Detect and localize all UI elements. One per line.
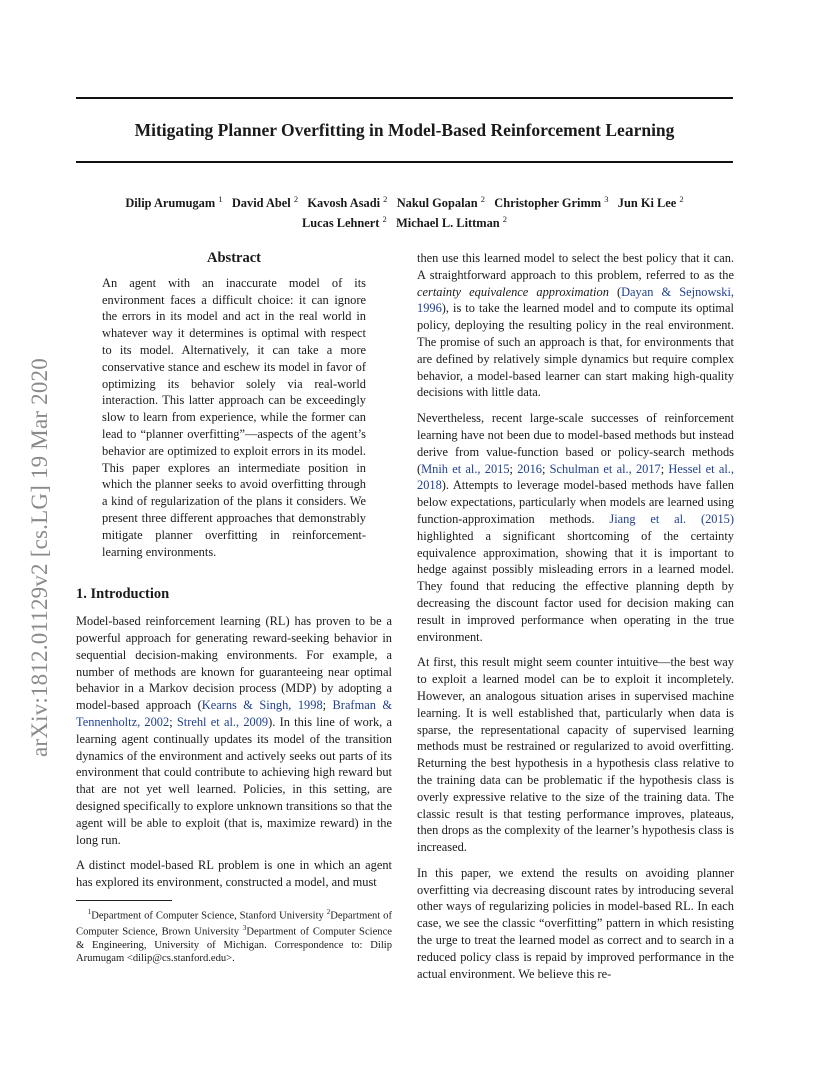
intro-paragraph: A distinct model-based RL problem is one in which an agent has explored its environment, constructed a model, and must — [76, 858, 392, 890]
author-name: David Abel — [231, 196, 291, 211]
body-paragraph: In this paper, we extend the results on avoiding planner overfitting via decreasing discount rates by introducing several other ways of regularizing policies in model-based RL. In each case, we see the classic “overfitting” pattern in which resisting the urge to treat the learned model as correct and to search in a reduced policy class is repaid by improved performance in the actual environment. We believe this re- — [417, 865, 734, 981]
author-line-1 — [76, 191, 733, 211]
intro-paragraph — [76, 613, 392, 848]
author-list — [76, 191, 733, 231]
abstract-heading: Abstract — [207, 250, 261, 266]
body-paragraph — [417, 250, 734, 401]
affiliation-mark: 2 — [382, 214, 387, 225]
affiliation-footnote — [76, 906, 392, 965]
affiliation-mark: 2 — [679, 194, 684, 204]
affiliation-mark: 2 — [326, 907, 331, 916]
body-text: ). In this line of work, a learning agent continually updates its model of the transition dynamics of the environment and actively seeks out parts of its environment that could contribute to achieving high reward but that are not yet well learned. Policies, in this setting, are designed specifically to explore unknown transitions so that the agent will be able to exploit (that is, maximize reward) in the long run. — [76, 714, 393, 847]
author-name: Jun Ki Lee — [617, 196, 677, 211]
author-name: Michael L. Littman — [396, 216, 500, 231]
footnote-rule — [76, 900, 172, 901]
citation-link[interactable]: Dayan & Sejnowski, 1996 — [417, 284, 734, 316]
title-bottom-rule — [76, 161, 733, 163]
abstract — [76, 275, 392, 561]
body-paragraph: At first, this result might seem counter intuitive—the best way to exploit a learned model can be to exploit it incompletely. However, an analogous situation arises in supervised machine learning. It is well established that, particularly when data is sparse, the representational capacity of supervised learning methods must be restrained or regularized to avoid overfitting. Returning the best hypothesis in a hypothesis class relative to the training data can be problematic if the hypothesis class is overly expressive relative to the size of the training data. The classic result is that testing performance improves, plateaus, then drops as the complexity of the learner’s hypothesis class is increased. — [417, 655, 734, 855]
affiliation-mark: 1 — [218, 194, 223, 204]
citation-link[interactable]: Kearns & Singh, 1998 — [201, 698, 323, 713]
left-column — [76, 250, 392, 965]
body-text: ), is to take the learned model and to compute its optimal policy, deploying the resulting policy in the real environment. The promise of such an approach is that, for environments that are defined by relatively simple dynamics but require complex behavior, a model-based learner can start making high-quality decisions with little data. — [417, 301, 734, 400]
title-top-rule — [76, 97, 733, 99]
author-name: Lucas Lehnert — [301, 216, 380, 231]
body-text: ; — [541, 461, 550, 476]
citation-link[interactable]: Schulman et al., 2017 — [549, 461, 661, 476]
citation-link[interactable]: Strehl et al., 2009 — [176, 714, 269, 729]
author-name: Kavosh Asadi — [307, 196, 381, 211]
body-text: Nevertheless, recent large-scale successes of reinforcement learning have not been due to model-based methods but instead derive from value-function based or policy-search methods ( — [417, 411, 734, 476]
affiliation-mark: 2 — [502, 214, 508, 225]
body-text: ; — [169, 714, 177, 729]
citation-link[interactable]: Hessel et al., 2018 — [417, 461, 734, 493]
citation-link[interactable]: Brafman & Tennenholtz, 2002 — [76, 698, 392, 729]
author-name: Nakul Gopalan — [396, 196, 478, 211]
citation-link[interactable]: Jiang et al. (2015) — [609, 511, 734, 526]
paper-title: Mitigating Planner Overfitting in Model-Based Reinforcement Learning — [134, 120, 675, 140]
body-text: then use this learned model to select the best policy that it can. A straightforward approach to this problem, referred to as the — [417, 251, 734, 282]
footnote-text: Department of Computer Science & Engineering, University of Michigan. Correspondence to: Dilip Arumugam <dilip@cs.stanford.edu>. — [76, 926, 392, 964]
affiliation-mark: 2 — [293, 194, 299, 204]
body-text: ; — [322, 698, 333, 713]
body-text: ( — [608, 284, 622, 299]
affiliation-mark: 2 — [480, 194, 485, 204]
affiliation-mark: 3 — [604, 194, 609, 204]
body-text: ; — [509, 461, 518, 476]
affiliation-mark: 3 — [242, 924, 247, 933]
body-text: highlighted a significant shortcoming of the certainty equivalence approximation, showing that it is important to hedge against possibly misleading errors in a learned model. They found that reducing the effective planning depth by decreasing the discount factor used for decision making can result in improved performance when operating in the true environment. — [417, 528, 734, 644]
body-text: ). Attempts to leverage model-based methods have fallen below expectations, particularly when models are learned using function-approximation methods. — [417, 478, 734, 526]
footnote-text: Department of Computer Science, Stanford University — [91, 910, 327, 922]
section-heading-introduction: 1. Introduction — [76, 586, 170, 603]
body-text: ; — [660, 461, 669, 476]
affiliation-mark: 2 — [383, 194, 388, 204]
right-column — [417, 250, 734, 991]
emphasis-text: certainty equivalence approximation — [417, 284, 609, 299]
arxiv-stamp: arXiv:1812.01129v2 [cs.LG] 19 Mar 2020 — [27, 358, 52, 757]
body-text: Model-based reinforcement learning (RL) has proven to be a powerful approach for generating reward-seeking behavior in sequential decision-making environments. For example, a number of methods are known for guaranteeing near optimal behavior in a Markov decision process (MDP) by adopting a model-based approach ( — [76, 614, 392, 713]
citation-link[interactable]: Mnih et al., 2015 — [421, 461, 510, 476]
affiliation-mark: 1 — [87, 907, 92, 916]
author-name: Christopher Grimm — [494, 196, 602, 211]
author-name: Dilip Arumugam — [125, 196, 216, 211]
body-paragraph — [417, 410, 734, 645]
citation-link[interactable]: 2016 — [517, 461, 542, 476]
abstract-text: An agent with an inaccurate model of its environment faces a difficult choice: it can ignore the errors in its model and act in the real world in whatever way it determines is optimal with respect to its model. Alternatively, it can take a more conservative stance and eschew its model in favor of optimizing its behavior solely via real-world interaction. This latter approach can be exceedingly slow to learn from experience, while the former can lead to “planner overfitting”—aspects of the agent’s behavior are optimized to exploit errors in its model. This paper explores an intermediate position in which the planner seeks to avoid overfitting through a kind of regularization of the plans it considers. We present three different approaches that demonstrably mitigate planner overfitting in reinforcement-learning environments. — [102, 275, 366, 559]
author-line-2 — [76, 211, 733, 231]
footnote-text: Department of Computer Science, Brown University — [76, 910, 393, 938]
